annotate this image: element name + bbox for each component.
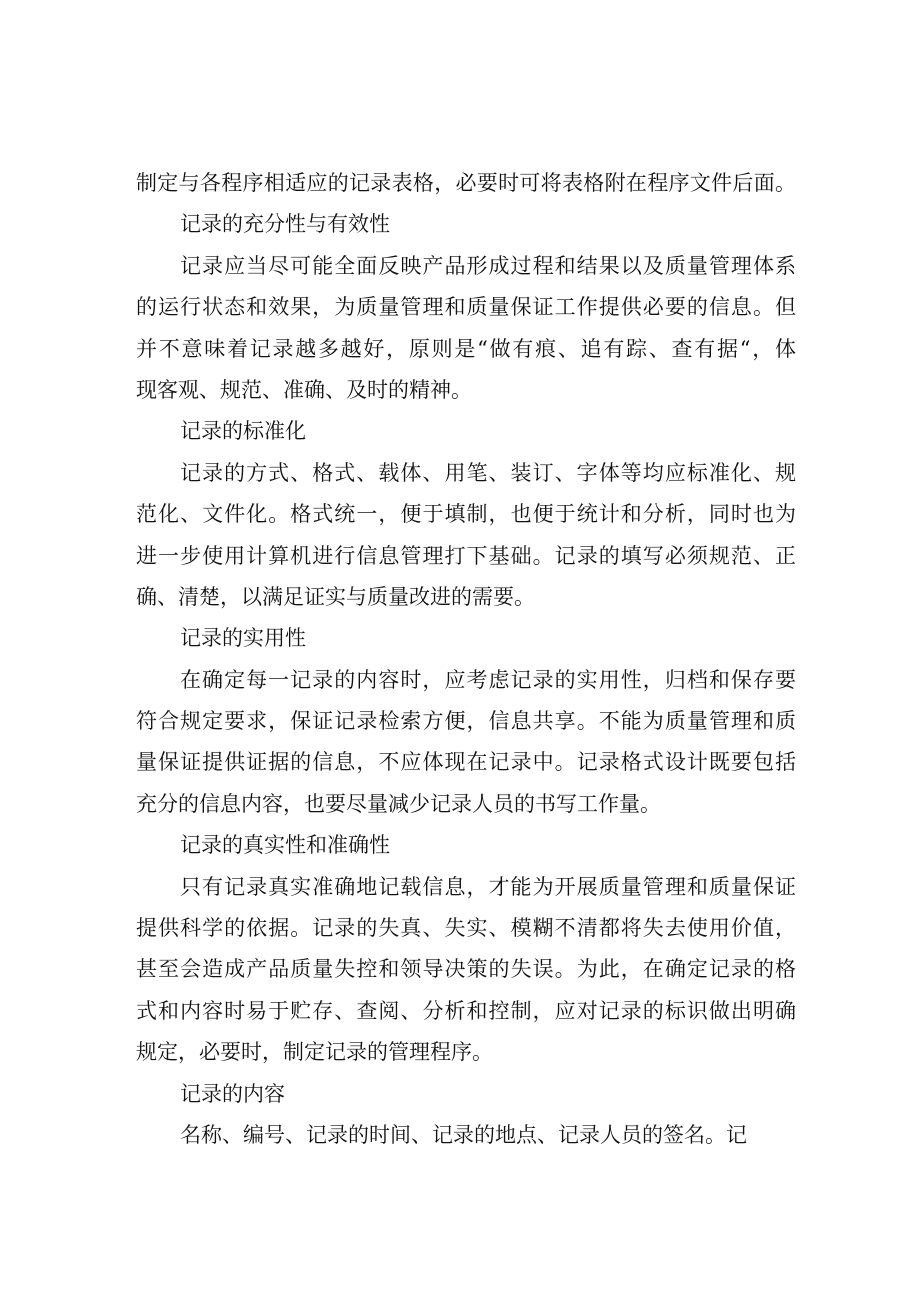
section-heading: 记录的实用性 <box>180 626 306 651</box>
text-line: 提供科学的依据。记录的失真、失实、模糊不清都将失去使用价值， <box>136 916 796 941</box>
text-line: 只有记录真实准确地记载信息，才能为开展质量管理和质量保证 <box>180 874 796 899</box>
text-line: 名称、编号、记录的时间、记录的地点、记录人员的签名。记 <box>180 1122 747 1147</box>
text-line: 记录的方式、格式、载体、用笔、装订、字体等均应标准化、规 <box>180 460 796 485</box>
text-line: 的运行状态和效果，为质量管理和质量保证工作提供必要的信息。但 <box>136 295 796 320</box>
text-line: 在确定每一记录的内容时，应考虑记录的实用性，归档和保存要 <box>180 667 796 692</box>
text-line: 规定，必要时，制定记录的管理程序。 <box>136 1040 493 1065</box>
text-line: 范化、文件化。格式统一，便于填制，也便于统计和分析，同时也为 <box>136 502 796 527</box>
text-line: 符合规定要求，保证记录检索方便，信息共享。不能为质量管理和质 <box>136 709 796 734</box>
text-line: 充分的信息内容，也要尽量减少记录人员的书写工作量。 <box>136 791 661 816</box>
text-line: 并不意味着记录越多越好，原则是“做有痕、追有踪、查有据“，体 <box>136 336 796 361</box>
document-body <box>136 163 796 1156</box>
text-line: 进一步使用计算机进行信息管理打下基础。记录的填写必须规范、正 <box>136 543 796 568</box>
section-heading: 记录的内容 <box>180 1081 285 1106</box>
section-heading: 记录的充分性与有效性 <box>180 212 390 237</box>
text-line: 制定与各程序相适应的记录表格，必要时可将表格附在程序文件后面。 <box>136 171 796 195</box>
text-line: 记录应当尽可能全面反映产品形成过程和结果以及质量管理体系 <box>180 253 796 278</box>
text-line: 式和内容时易于贮存、查阅、分析和控制，应对记录的标识做出明确 <box>136 998 796 1023</box>
section-heading: 记录的真实性和准确性 <box>180 833 390 858</box>
text-line: 现客观、规范、准确、及时的精神。 <box>136 377 472 402</box>
section-heading: 记录的标准化 <box>180 419 306 444</box>
text-line: 确、清楚，以满足证实与质量改进的需要。 <box>136 584 535 609</box>
text-line: 量保证提供证据的信息，不应体现在记录中。记录格式设计既要包括 <box>136 750 796 775</box>
text-line: 甚至会造成产品质量失控和领导决策的失误。为此，在确定记录的格 <box>136 957 796 982</box>
